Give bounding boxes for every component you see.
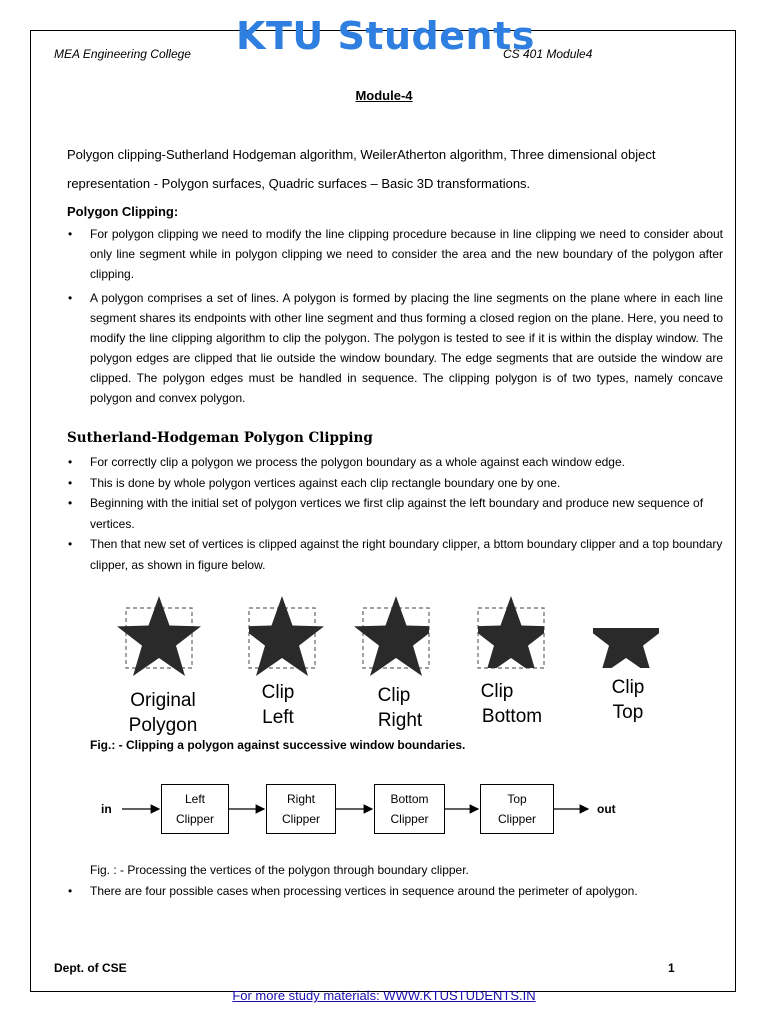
list-item: • For polygon clipping we need to modify the line clipping procedure because in line clipping we need to consider about only line segment while in polygon clipping we need to consider the area and the new boundary of the polygon after clipping. [67, 224, 723, 284]
star-label-line1: Original [130, 690, 196, 711]
star-label-line1: Clip [480, 681, 514, 702]
left-clipper-box [161, 784, 229, 834]
box-label: Clipper [390, 812, 429, 826]
star-label-line2: Polygon [128, 715, 198, 735]
star-clip-right [354, 596, 438, 676]
section-heading-sutherland-hodgeman: Sutherland-Hodgeman Polygon Clipping [67, 430, 373, 446]
star-clip-bottom [469, 596, 553, 676]
box-label: Top [507, 792, 527, 806]
header-brand-logo: KTU Students [236, 14, 535, 58]
star-clip-left [240, 596, 324, 676]
star-label-line1: Clip [611, 677, 645, 698]
box-label: Clipper [281, 812, 320, 826]
star-original [117, 596, 201, 676]
star-label-line2: Bottom [481, 706, 543, 727]
star-label-line1: Clip [261, 682, 295, 703]
polygon-clipping-list [67, 224, 723, 412]
box-label: Left [184, 792, 205, 806]
list-item: • Then that new set of vertices is clipped against the right boundary clipper, a bttom boundary clipper and a top boundary clipper, as shown in figure below. [67, 534, 723, 575]
clipping-stars-figure [0, 585, 768, 735]
star-label-line2: Left [262, 707, 294, 728]
pipeline-output-label: out [597, 802, 616, 816]
star-label-line2: Top [612, 702, 644, 723]
right-clipper-box [266, 784, 336, 834]
box-label: Bottom [390, 792, 429, 806]
header-college: MEA Engineering College [54, 47, 191, 61]
section-heading-polygon-clipping: Polygon Clipping: [67, 204, 179, 219]
header-course: CS 401 Module4 [503, 47, 593, 61]
top-clipper-box [480, 784, 554, 834]
footer-department: Dept. of CSE [54, 961, 127, 975]
star-label-line1: Clip [377, 685, 411, 706]
figure-caption-1: Fig.: - Clipping a polygon against successive window boundaries. [90, 738, 466, 752]
page-title: Module-4 [355, 88, 413, 103]
bottom-clipper-box [374, 784, 445, 834]
clipper-pipeline-diagram [0, 775, 768, 845]
list-item: • Beginning with the initial set of polygon vertices we first clip against the left boundary and produce new sequence of vertices. [67, 493, 723, 534]
box-label: Right [286, 792, 315, 806]
list-item: • This is done by whole polygon vertices against each clip rectangle boundary one by one. [67, 473, 723, 494]
intro-paragraph [67, 140, 727, 198]
figure-caption-2: Fig. : - Processing the vertices of the polygon through boundary clipper. [90, 863, 469, 877]
list-item: • For correctly clip a polygon we process the polygon boundary as a whole against each window edge. [67, 452, 723, 473]
box-label: Clipper [175, 812, 214, 826]
study-materials-link[interactable]: For more study materials: WWW.KTUSTUDENTS.IN [232, 988, 536, 1003]
star-clip-top [584, 596, 668, 676]
box-label: Clipper [497, 812, 536, 826]
page-number: 1 [668, 961, 675, 975]
list-item: • A polygon comprises a set of lines. A polygon is formed by placing the line segments on the plane where in each line segment shares its endpoints with other line segment and thus forming a closed region on the plane. Here, you need to modify the line clipping algorithm to clip the polygon. The polygon is tested to see if it is within the display window. The polygon edges are clipped that lie outside the window boundary. The edge segments that are outside the window are clipped. The polygon edges must be handled in sequence. The clipping polygon is of two types, namely concave polygon and convex polygon. [67, 288, 723, 408]
list-item: • There are four possible cases when processing vertices in sequence around the perimeter of apolygon. [67, 884, 723, 898]
pipeline-input-label: in [101, 802, 112, 816]
intro-line-2: representation - Polygon surfaces, Quadric surfaces – Basic 3D transformations. [67, 176, 531, 191]
sutherland-hodgeman-list [67, 452, 723, 575]
star-label-line2: Right [377, 710, 423, 731]
final-bullet-list [67, 884, 723, 898]
intro-line-1: Polygon clipping-Sutherland Hodgeman algorithm, WeilerAtherton algorithm, Three dimensional object [67, 147, 656, 162]
